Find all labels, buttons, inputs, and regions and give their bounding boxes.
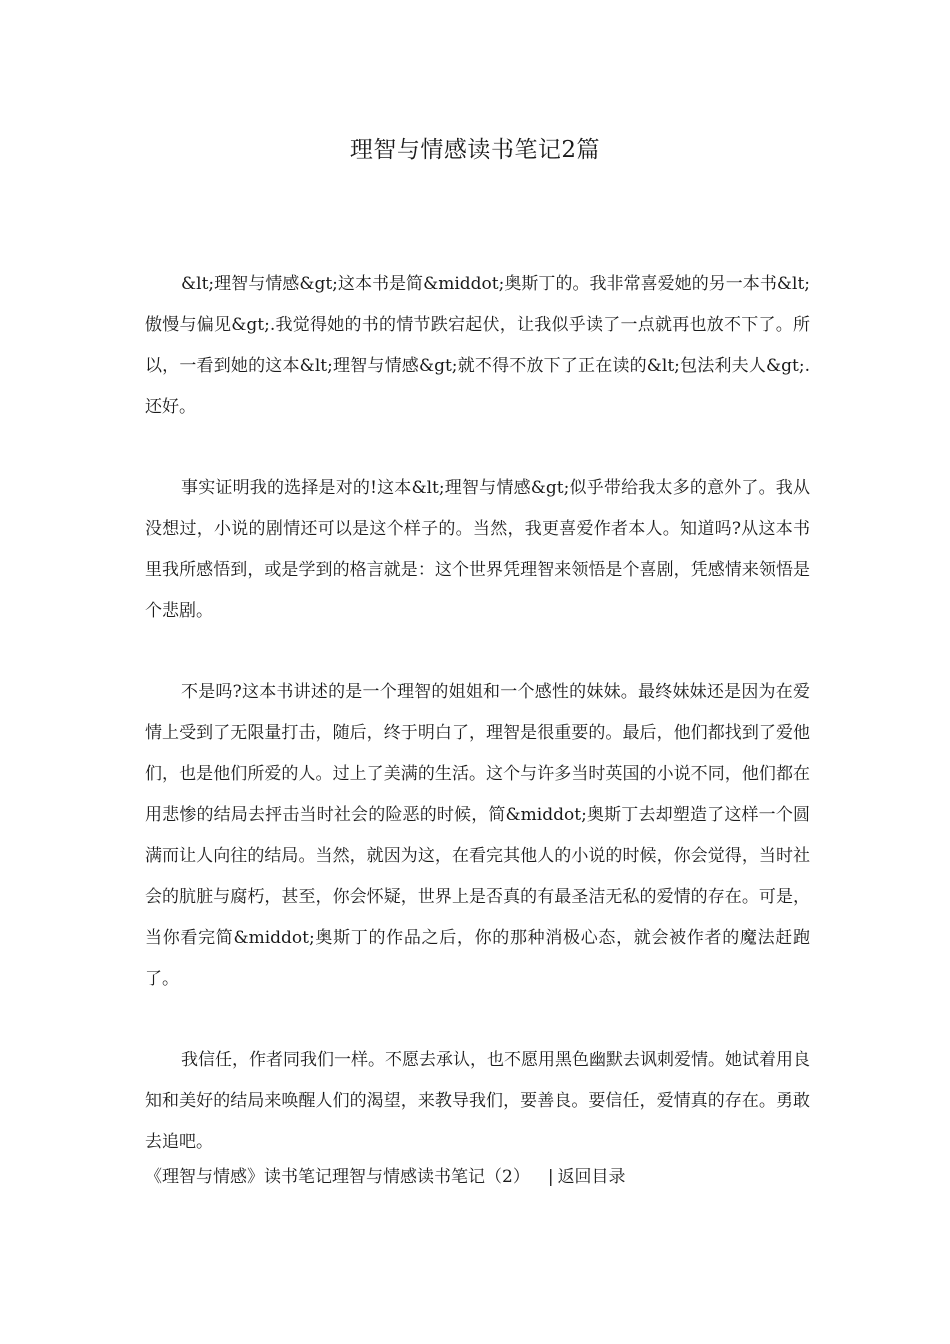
page-title: 理智与情感读书笔记2篇 — [349, 137, 601, 163]
next-article-link[interactable]: 《理智与情感》读书笔记理智与情感读书笔记（2） — [145, 1167, 530, 1187]
paragraph-4: 我信任，作者同我们一样。不愿去承认，也不愿用黑色幽默去讽刺爱情。她试着用良知和美好的结局来唤醒人们的渴望，来教导我们，要善良。要信任，爱情真的存在。勇敢去追吧。 — [145, 1050, 810, 1152]
footer-navigation — [145, 1164, 626, 1190]
back-to-contents-link[interactable]: 返回目录 — [557, 1167, 626, 1187]
paragraph-3: 不是吗?这本书讲述的是一个理智的姐姐和一个感性的妹妹。最终妹妹还是因为在爱情上受到了无限量打击，随后，终于明白了，理智是很重要的。最后，他们都找到了爱他们，也是他们所爱的人。过上了美满的生活。这个与许多当时英国的小说不同，他们都在用悲惨的结局去抨击当时社会的险恶的时候，简&middot;奥斯丁去却塑造了这样一个圆满而让人向往的结局。当然，就因为这，在看完其他人的小说的时候，你会觉得，当时社会的肮脏与腐朽，甚至，你会怀疑，世界上是否真的有最圣洁无私的爱情的存在。可是，当你看完简&middot;奥斯丁的作品之后，你的那种消极心态，就会被作者的魔法赶跑了。 — [145, 682, 810, 989]
document-body — [145, 264, 810, 1203]
paragraph-2: 事实证明我的选择是对的!这本&lt;理智与情感&gt;似乎带给我太多的意外了。我从没想过，小说的剧情还可以是这个样子的。当然，我更喜爱作者本人。知道吗?从这本书里我所感悟到，或是学到的格言就是：这个世界凭理智来领悟是个喜剧，凭感情来领悟是个悲剧。 — [145, 478, 810, 621]
paragraph-1: &lt;理智与情感&gt;这本书是简&middot;奥斯丁的。我非常喜爱她的另一本书&lt;傲慢与偏见&gt;.我觉得她的书的情节跌宕起伏，让我似乎读了一点就再也放不下了。所以，一看到她的这本&lt;理智与情感&gt;就不得不放下了正在读的&lt;包法利夫人&gt;.还好。 — [145, 274, 810, 417]
footer-separator: | — [547, 1167, 554, 1187]
